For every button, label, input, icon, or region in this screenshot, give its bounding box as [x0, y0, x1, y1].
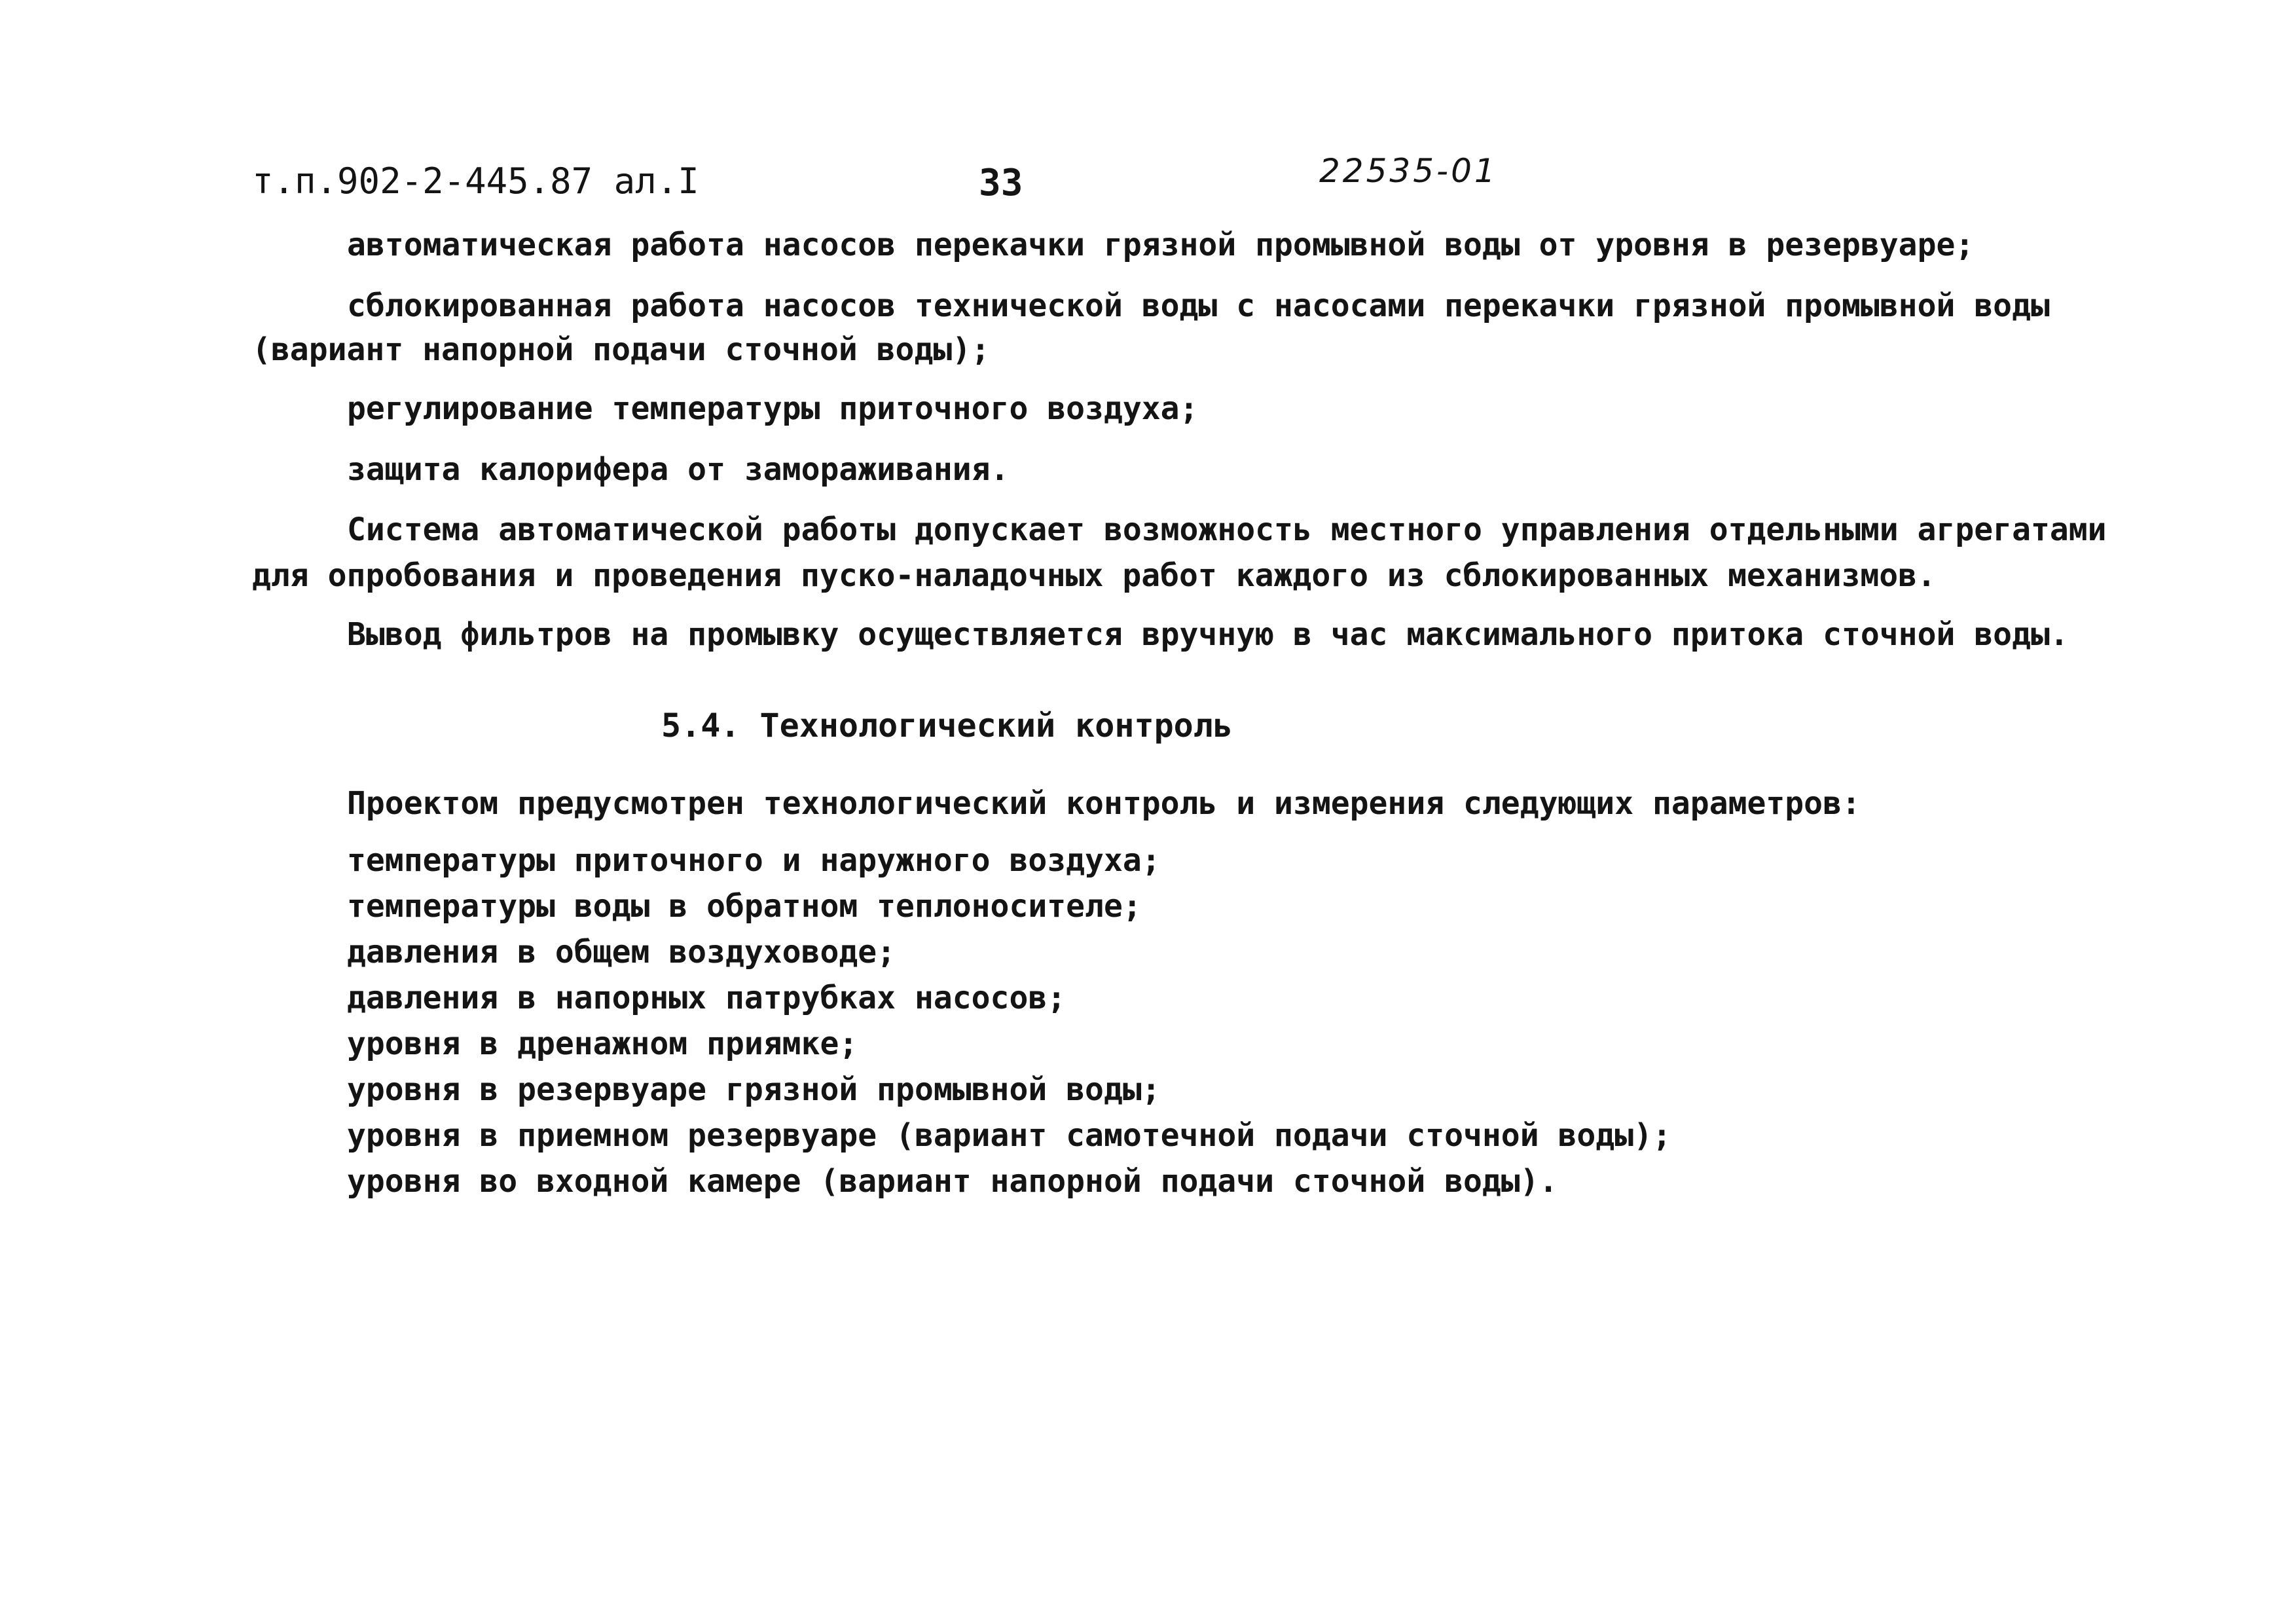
list-item: температуры приточного и наружного воздуха;	[347, 842, 1161, 879]
paragraph-line: для опробования и проведения пуско-наладочных работ каждого из сблокированных механизмов.	[252, 557, 1936, 594]
section-intro: Проектом предусмотрен технологический контроль и измерения следующих параметров:	[347, 785, 1861, 822]
document-code: т.п.902-2-445.87 ал.I	[252, 160, 699, 202]
section-heading: 5.4. Технологический контроль	[661, 707, 1233, 745]
list-item: давления в общем воздуховоде;	[347, 934, 896, 970]
list-item: уровня в резервуаре грязной промывной воды;	[347, 1071, 1161, 1108]
list-item: температуры воды в обратном теплоносителе;	[347, 888, 1142, 925]
list-item: уровня в приемном резервуаре (вариант самотечной подачи сточной воды);	[347, 1117, 1671, 1154]
paragraph-line: регулирование температуры приточного воздуха;	[347, 390, 1199, 427]
handwritten-stamp-number: 22535-01	[1319, 152, 1498, 190]
paragraph-line: Вывод фильтров на промывку осуществляется вручную в час максимального притока сточной воды.	[347, 616, 2069, 653]
paragraph-line: Система автоматической работы допускает возможность местного управления отдельными агрегатами	[347, 511, 2107, 548]
list-item: уровня во входной камере (вариант напорной подачи сточной воды).	[347, 1163, 1558, 1200]
paragraph-line: (вариант напорной подачи сточной воды);	[252, 331, 991, 368]
paragraph-line: автоматическая работа насосов перекачки грязной промывной воды от уровня в резервуаре;	[347, 227, 1975, 263]
page-number: 33	[979, 162, 1023, 204]
list-item: уровня в дренажном приямке;	[347, 1025, 858, 1062]
paragraph-line: сблокированная работа насосов технической воды с насосами перекачки грязной промывной воды	[347, 287, 2050, 324]
list-item: давления в напорных патрубках насосов;	[347, 980, 1066, 1016]
paragraph-line: защита калорифера от замораживания.	[347, 451, 1010, 488]
